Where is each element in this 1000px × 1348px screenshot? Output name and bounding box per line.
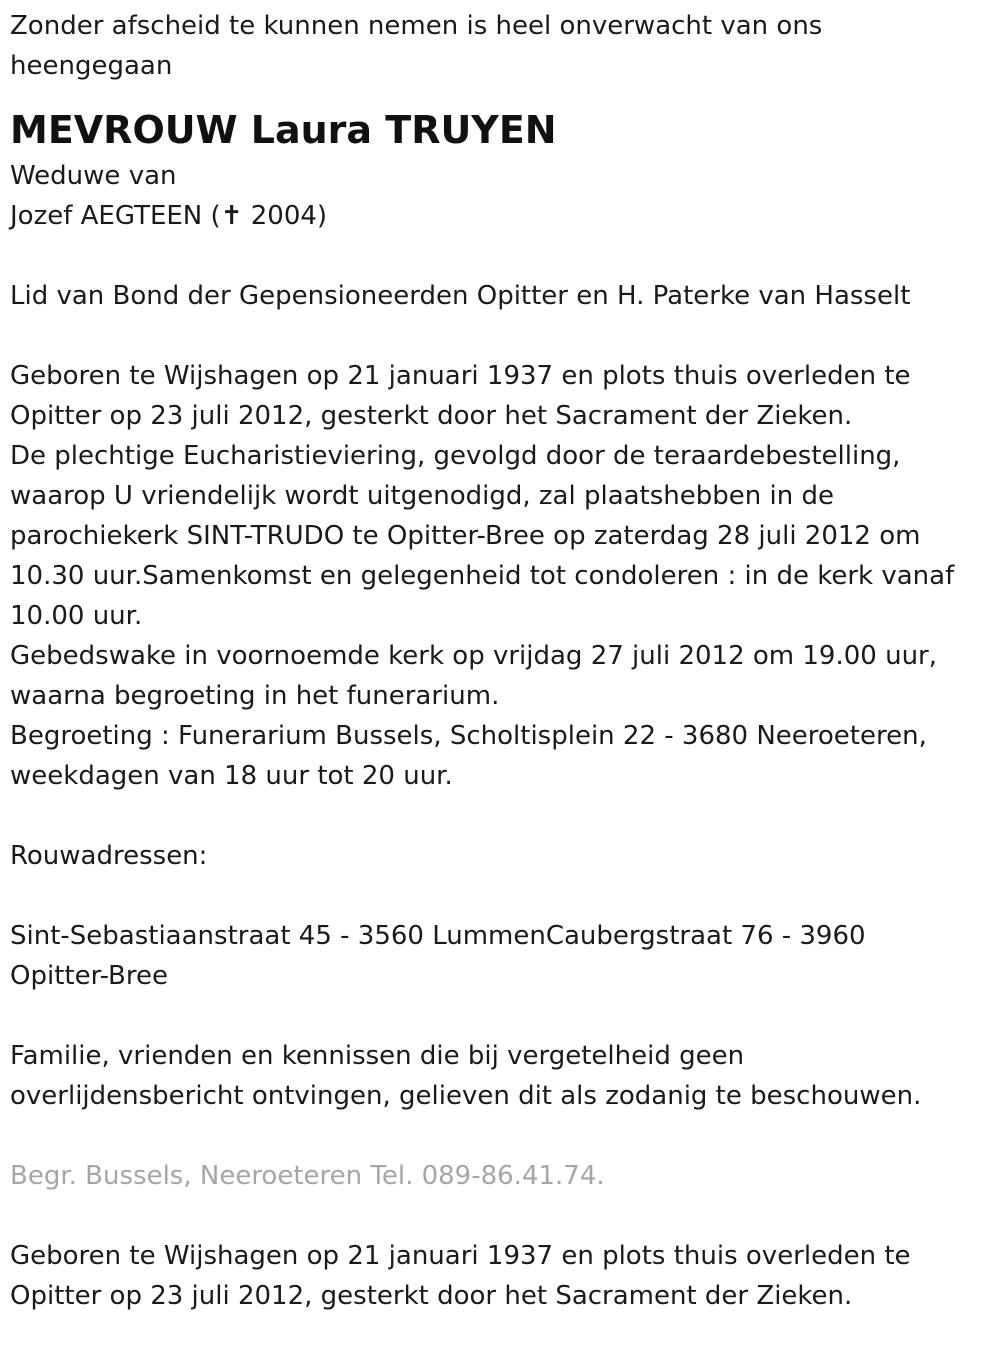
details-line: waarop U vriendelijk wordt uitgenodigd, zal plaatshebben in de <box>10 481 834 511</box>
intro-line: heengegaan <box>10 51 173 81</box>
details-line: parochiekerk SINT-TRUDO te Opitter-Bree op zaterdag 28 juli 2012 om <box>10 521 921 551</box>
spacer <box>10 1196 990 1236</box>
family-note <box>10 1036 990 1116</box>
spacer <box>10 796 990 836</box>
details-text <box>10 356 990 796</box>
address-line: Sint-Sebastiaanstraat 45 - 3560 LummenCaubergstraat 76 - 3960 <box>10 921 866 951</box>
intro-line: Zonder afscheid te kunnen nemen is heel onverwacht van ons <box>10 11 823 41</box>
spacer <box>10 236 990 276</box>
spacer <box>10 316 990 356</box>
details-line: Begroeting : Funerarium Bussels, Scholtisplein 22 - 3680 Neeroeteren, <box>10 721 927 751</box>
address-line: Opitter-Bree <box>10 961 169 991</box>
repeat-details-line: Opitter op 23 juli 2012, gesterkt door het Sacrament der Zieken. <box>10 1281 853 1311</box>
spouse-name: Jozef AEGTEEN <box>10 201 203 231</box>
intro-text <box>10 6 990 86</box>
cross-icon: ✝ <box>220 201 243 231</box>
spouse-block <box>10 156 990 236</box>
spacer <box>10 876 990 916</box>
family-note-line: overlijdensbericht ontvingen, gelieven dit als zodanig te beschouwen. <box>10 1081 922 1111</box>
spacer <box>10 1116 990 1156</box>
details-line: De plechtige Eucharistieviering, gevolgd door de teraardebestelling, <box>10 441 901 471</box>
mourning-addresses <box>10 916 990 996</box>
spouse-death-year: 2004 <box>250 201 317 231</box>
details-line: Geboren te Wijshagen op 21 januari 1937 en plots thuis overleden te <box>10 361 911 391</box>
family-note-line: Familie, vrienden en kennissen die bij vergetelheid geen <box>10 1041 745 1071</box>
details-line: weekdagen van 18 uur tot 20 uur. <box>10 761 453 791</box>
details-line: Gebedswake in voornoemde kerk op vrijdag 27 juli 2012 om 19.00 uur, <box>10 641 937 671</box>
spouse-label: Weduwe van <box>10 161 177 191</box>
mourning-addresses-label: Rouwadressen: <box>10 841 208 871</box>
membership-text: Lid van Bond der Gepensioneerden Opitter en H. Paterke van Hasselt <box>10 281 911 311</box>
spouse-line: Jozef AEGTEEN (✝ 2004) <box>10 201 328 231</box>
details-line: 10.00 uur. <box>10 601 143 631</box>
deceased-name: MEVROUW Laura TRUYEN <box>10 108 557 152</box>
details-line: waarna begroeting in het funerarium. <box>10 681 500 711</box>
details-line: 10.30 uur.Samenkomst en gelegenheid tot condoleren : in de kerk vanaf <box>10 561 955 591</box>
repeat-details-line: Geboren te Wijshagen op 21 januari 1937 en plots thuis overleden te <box>10 1241 911 1271</box>
undertaker-info: Begr. Bussels, Neeroeteren Tel. 089-86.41.74. <box>10 1161 605 1191</box>
repeat-details-text <box>10 1236 990 1316</box>
spacer <box>10 996 990 1036</box>
details-line: Opitter op 23 juli 2012, gesterkt door het Sacrament der Zieken. <box>10 401 853 431</box>
